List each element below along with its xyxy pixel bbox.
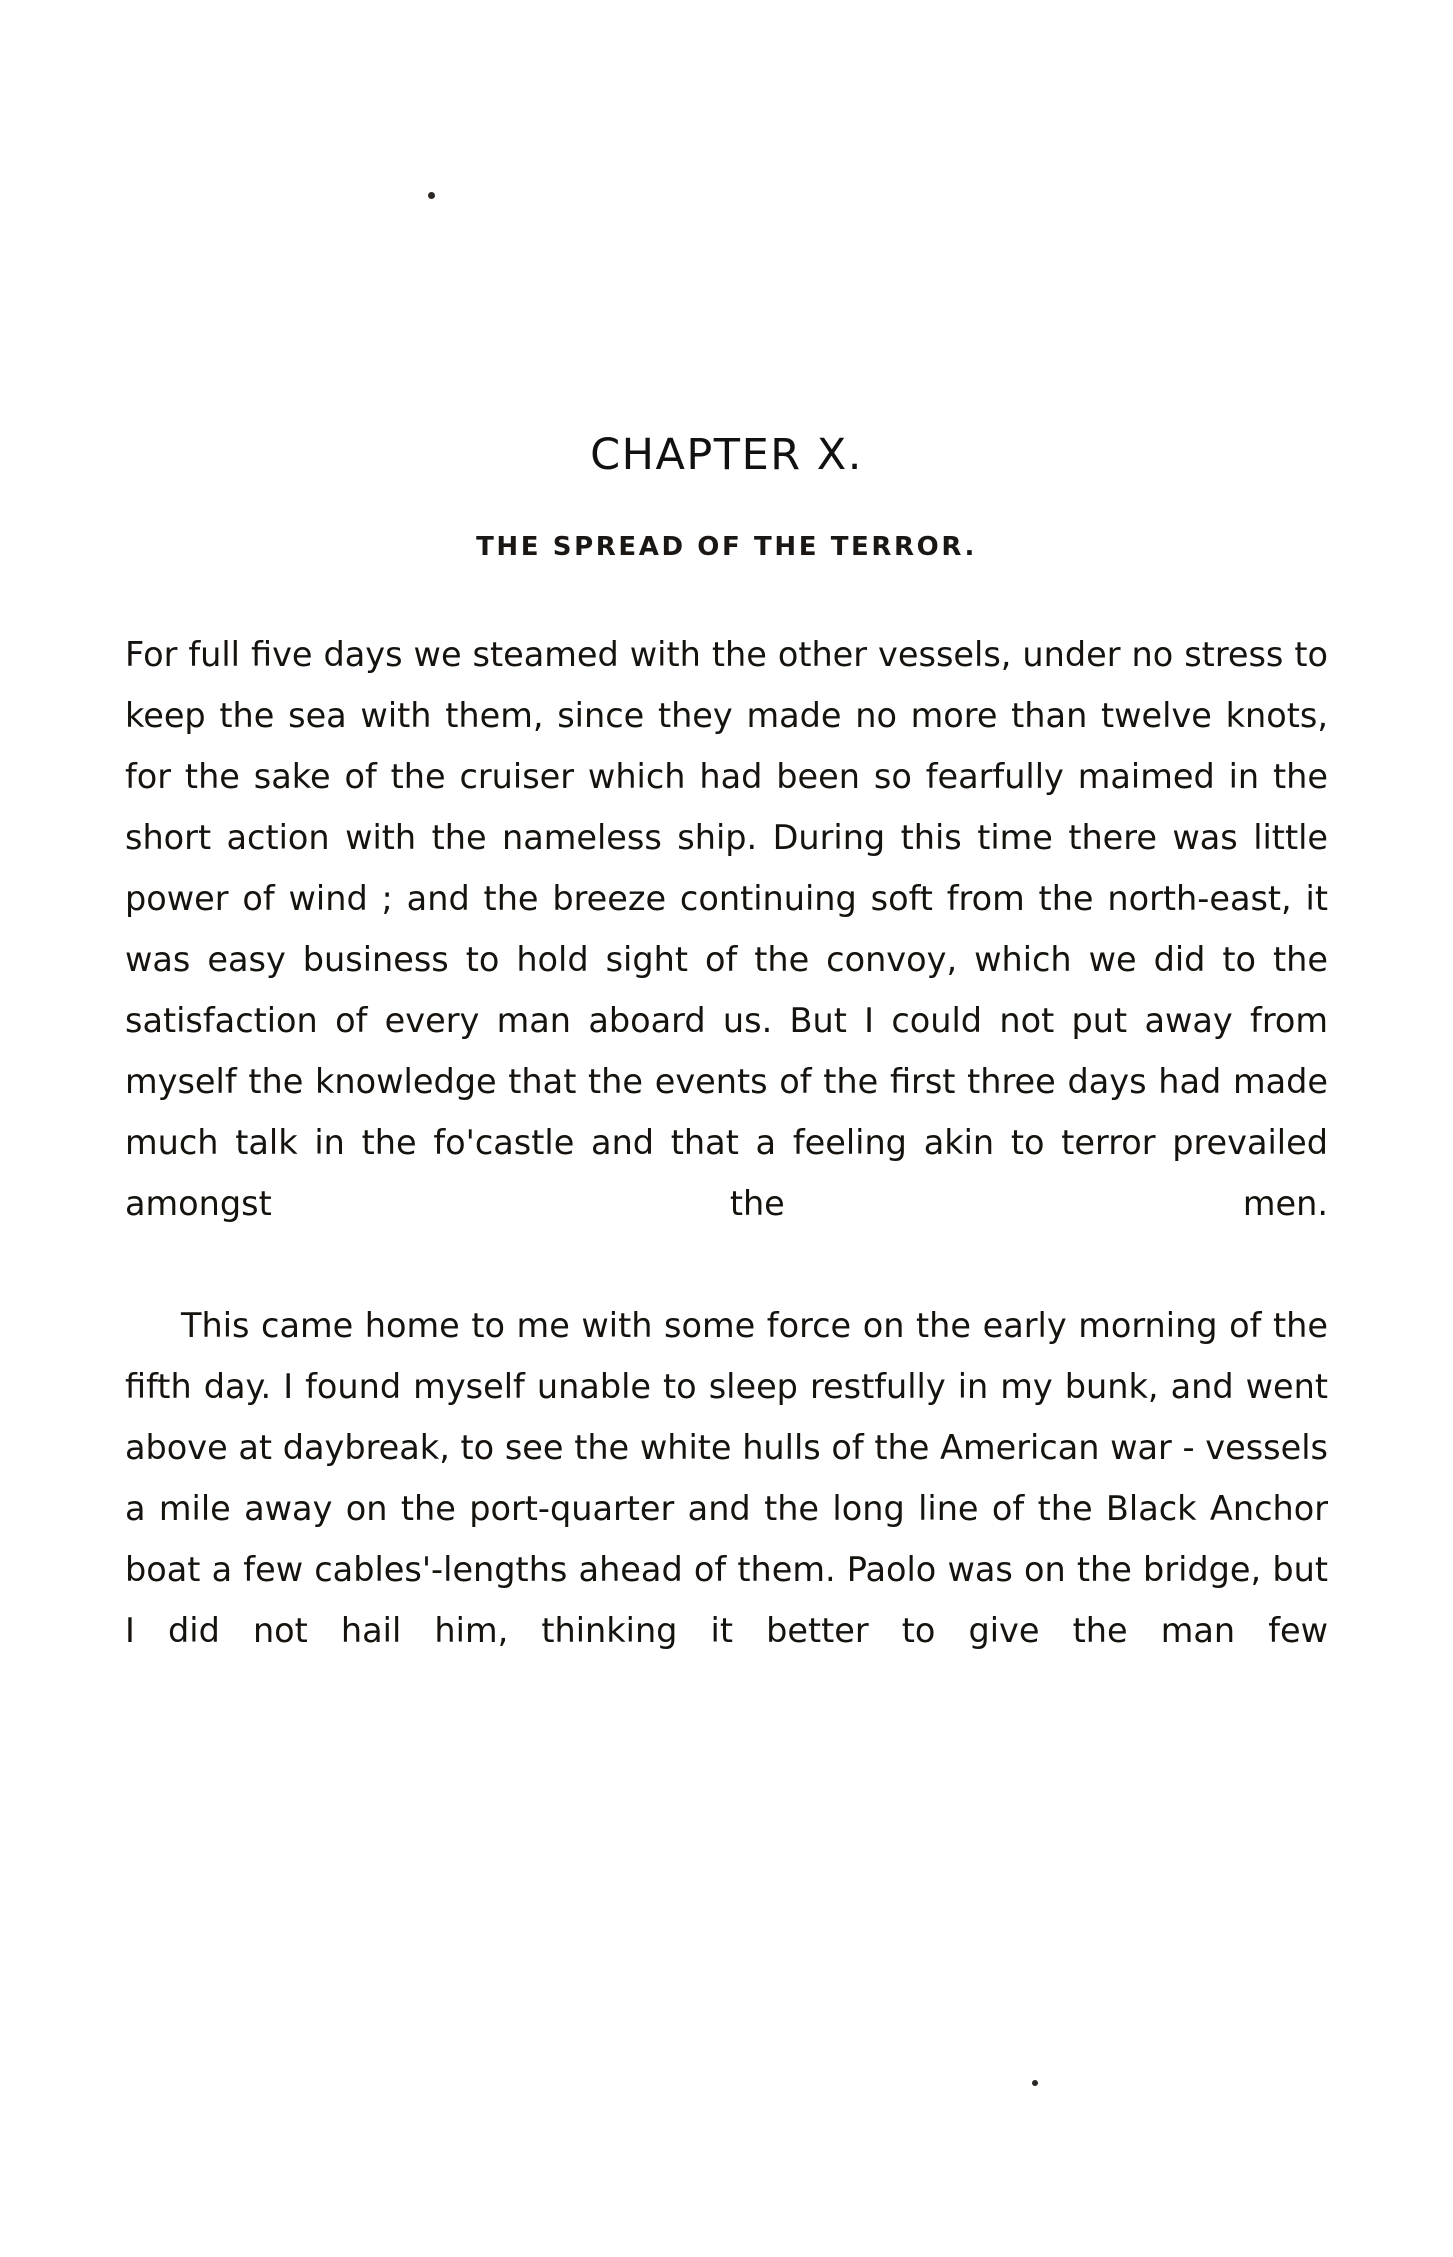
ink-speck-bottom bbox=[1032, 2080, 1038, 2086]
chapter-heading: CHAPTER X. bbox=[590, 430, 863, 480]
page-text-block bbox=[125, 430, 1328, 1722]
paragraph-1: For full five days we steamed with the other vessels, under no stress to keep the sea with them, since they made no more than twelve knots, for the sake of the cruiser which had been so fearfully maimed in the short action with the nameless ship. During this time there was little power of wind ; and the breeze continuing soft from the north-east, it was easy business to hold sight of the convoy, which we did to the satisfaction of every man aboard us. But I could not put away from myself the knowledge that the events of the first three days had made much talk in the fo'castle and that a feeling akin to terror prevailed amongst the men. bbox=[125, 635, 1328, 1223]
paragraph-2: This came home to me with some force on the early morning of the fifth day. I found myself unable to sleep restfully in my bunk, and went above at daybreak, to see the white hulls of the American war - vessels a mile away on the port-quarter and the long line of the Black Anchor boat a few cables'-lengths ahead of them. Paolo was on the bridge, but I did not hail him, thinking it better to give the man few bbox=[125, 1306, 1328, 1650]
ink-speck-top bbox=[428, 192, 435, 199]
chapter-subtitle: THE SPREAD OF THE TERROR. bbox=[476, 532, 977, 562]
